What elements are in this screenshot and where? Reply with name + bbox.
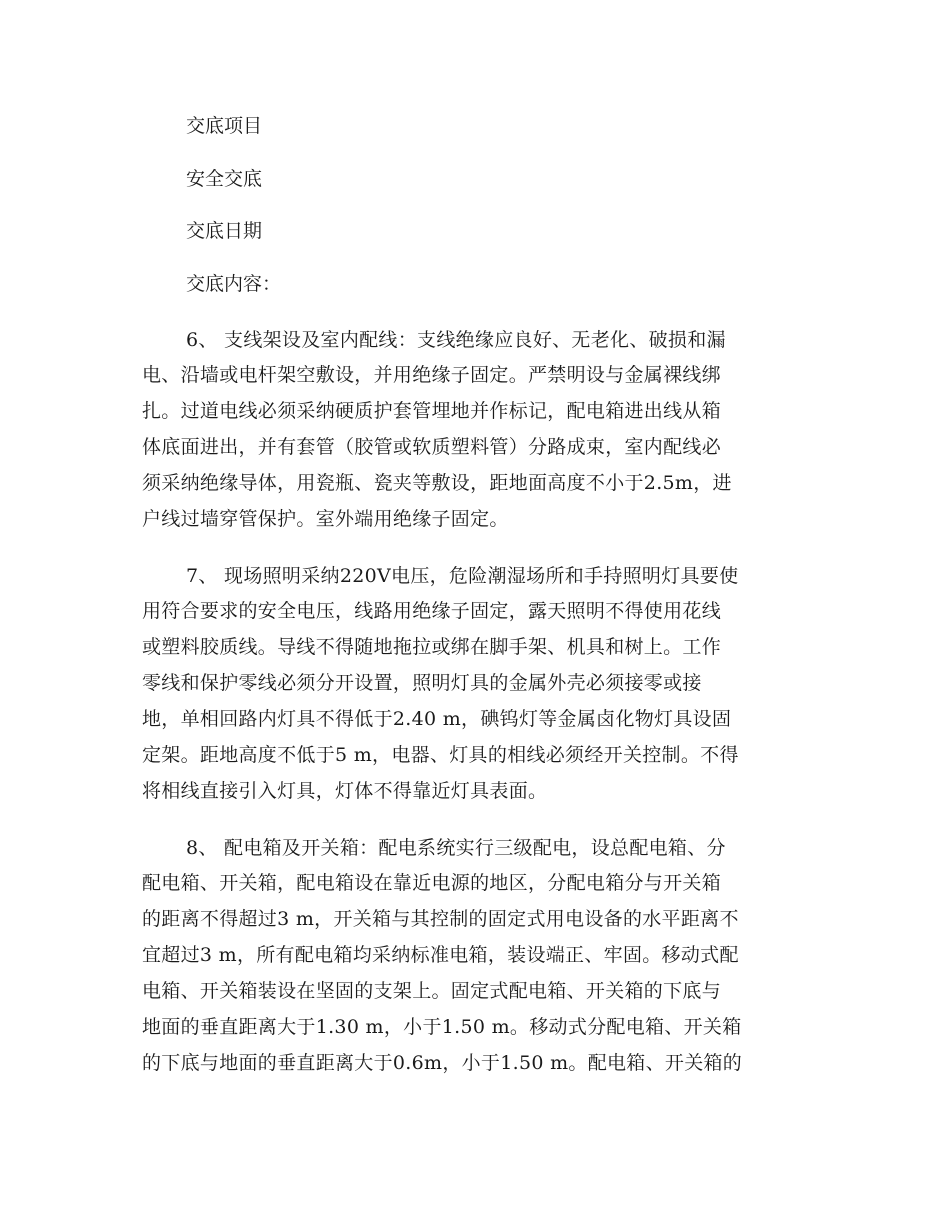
- field-project: 交底项目: [186, 115, 263, 137]
- paragraph-7-line-6: 定架。距地高度不低于5 m，电器、灯具的相线必须经开关控制。不得: [142, 744, 739, 766]
- paragraph-8-line-7: 的下底与地面的垂直距离大于0.6m，小于1.50 m。配电箱、开关箱的: [142, 1052, 743, 1074]
- paragraph-7-line-4: 零线和保护零线必须分开设置，照明灯具的金属外壳必须接零或接: [142, 672, 702, 694]
- paragraph-7-line-3: 或塑料胶质线。导线不得随地拖拉或绑在脚手架、机具和树上。工作: [142, 636, 722, 658]
- paragraph-6-line-5: 须采纳绝缘导体，用瓷瓶、瓷夹等敷设，距地面高度不小于2.5m，进: [142, 472, 732, 494]
- field-type: 安全交底: [186, 168, 263, 190]
- paragraph-7-line-5: 地，单相回路内灯具不得低于2.40 m，碘钨灯等金属卤化物灯具设固: [142, 708, 732, 730]
- paragraph-6-line-3: 扎。过道电线必须采纳硬质护套管埋地并作标记，配电箱进出线从箱: [142, 400, 722, 422]
- paragraph-8-line-4: 宜超过3 m，所有配电箱均采纳标准电箱，装设端正、牢固。移动式配: [142, 944, 739, 966]
- paragraph-8-line-2: 配电箱、开关箱，配电箱设在靠近电源的地区，分配电箱分与开关箱: [142, 872, 722, 894]
- paragraph-6-line-6: 户线过墙穿管保护。室外端用绝缘子固定。: [142, 508, 509, 530]
- paragraph-6-line-4: 体底面进出，并有套管（胶管或软质塑料管）分路成束，室内配线必: [142, 436, 722, 458]
- paragraph-6-line-2: 电、沿墙或电杆架空敷设，并用绝缘子固定。严禁明设与金属裸线绑: [142, 364, 722, 386]
- paragraph-7-line-2: 用符合要求的安全电压，线路用绝缘子固定，露天照明不得使用花线: [142, 600, 722, 622]
- paragraph-7-line-7: 将相线直接引入灯具，灯体不得靠近灯具表面。: [142, 780, 548, 802]
- paragraph-7-line-1: 7、 现场照明采纳220V电压，危险潮湿场所和手持照明灯具要使: [186, 565, 739, 587]
- field-date: 交底日期: [186, 220, 263, 242]
- paragraph-8-line-6: 地面的垂直距离大于1.30 m，小于1.50 m。移动式分配电箱、开关箱: [142, 1016, 742, 1038]
- paragraph-8-line-1: 8、 配电箱及开关箱：配电系统实行三级配电，设总配电箱、分: [186, 837, 726, 859]
- paragraph-6-line-1: 6、 支线架设及室内配线：支线绝缘应良好、无老化、破损和漏: [186, 329, 726, 351]
- field-content: 交底内容：: [186, 273, 282, 295]
- paragraph-8-line-3: 的距离不得超过3 m，开关箱与其控制的固定式用电设备的水平距离不: [142, 908, 739, 930]
- paragraph-8-line-5: 电箱、开关箱装设在坚固的支架上。固定式配电箱、开关箱的下底与: [142, 980, 722, 1002]
